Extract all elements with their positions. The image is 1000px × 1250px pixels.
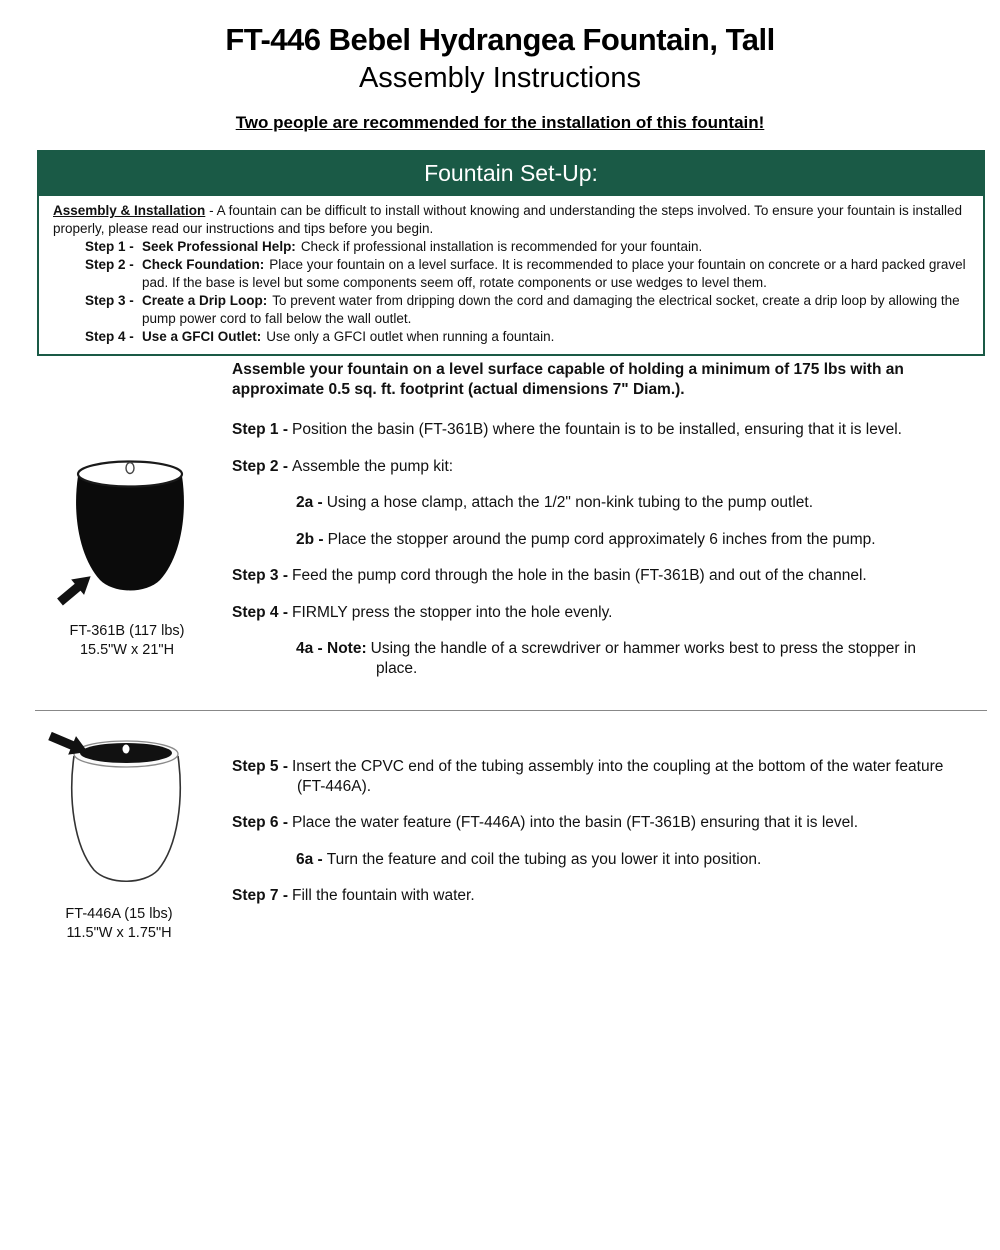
step-text: FIRMLY press the stopper into the hole evenly.	[291, 603, 613, 621]
assembly-step-1	[232, 420, 947, 440]
step-text: Using a hose clamp, attach the 1/2" non-kink tubing to the pump outlet.	[326, 494, 814, 511]
step-text: Assemble the pump kit:	[291, 457, 454, 475]
assembly-step-7	[232, 886, 947, 906]
step-label: 2b -	[296, 530, 324, 548]
step-label: Step 6 -	[232, 814, 288, 831]
setup-step-keyphrase: Use a GFCI Outlet:	[142, 329, 262, 344]
setup-step-label: Step 1 -	[85, 239, 134, 254]
setup-step-text	[142, 256, 969, 292]
step-label: Step 5 -	[232, 758, 288, 775]
step-label: Step 2 -	[232, 457, 288, 475]
figure-basin	[42, 450, 212, 660]
assembly-instructions-block-2	[232, 757, 947, 923]
assembly-intro-line1: Assemble your fountain on a level surface capable of holding a minimum of 175 lbs with an	[232, 361, 904, 378]
water-feature-illustration	[34, 728, 204, 898]
setup-step-1	[53, 238, 969, 256]
setup-step-4	[53, 328, 969, 346]
assembly-step-2a	[296, 493, 947, 513]
setup-step-body: Use only a GFCI outlet when running a fountain.	[266, 329, 555, 344]
fountain-setup-section	[37, 150, 985, 356]
setup-step-text	[142, 292, 969, 328]
assembly-step-2	[232, 457, 947, 477]
step-text: Fill the fountain with water.	[291, 887, 475, 904]
figure-caption-line1: FT-361B (117 lbs)	[69, 623, 185, 639]
setup-step-body: To prevent water from dripping down the cord and damaging the electrical socket, create a drip loop by allowing the pump power cord to fall below the wall outlet.	[142, 293, 960, 326]
step-text: Place the water feature (FT-446A) into the basin (FT-361B) ensuring that it is level.	[291, 814, 859, 831]
setup-step-text	[142, 328, 969, 346]
assembly-intro	[232, 360, 947, 399]
setup-intro-label: Assembly & Installation	[53, 203, 206, 218]
assembly-step-2b	[296, 530, 947, 550]
arrow-icon	[54, 569, 97, 610]
feature-body	[72, 756, 180, 881]
assembly-step-4a-note	[296, 639, 947, 678]
step-text: Place the stopper around the pump cord approximately 6 inches from the pump.	[327, 530, 876, 548]
basin-body	[76, 476, 184, 591]
step-text: Insert the CPVC end of the tubing assembly into the coupling at the bottom of the water feature (FT-446A).	[291, 758, 944, 795]
setup-step-2	[53, 256, 969, 292]
step-label: Step 3 -	[232, 567, 288, 584]
figure-caption-line1: FT-446A (15 lbs)	[65, 906, 173, 922]
feature-hole	[123, 745, 130, 754]
setup-step-keyphrase: Create a Drip Loop:	[142, 293, 268, 308]
two-people-notice: Two people are recommended for the installation of this fountain!	[235, 113, 765, 132]
step-text: Turn the feature and coil the tubing as you lower it into position.	[326, 850, 762, 868]
setup-step-body: Place your fountain on a level surface. It is recommended to place your fountain on concrete or a hard packed gravel pad. If the base is level but some components seem off, rotate components or use wedges to level them.	[142, 257, 966, 290]
step-label: Step 1 -	[232, 421, 288, 438]
document-header	[0, 22, 1000, 95]
assembly-step-3	[232, 566, 947, 586]
figure-caption	[34, 905, 204, 943]
figure-water-feature	[34, 728, 204, 943]
setup-step-3	[53, 292, 969, 328]
setup-step-keyphrase: Seek Professional Help:	[142, 239, 296, 254]
page-subtitle: Assembly Instructions	[358, 62, 642, 94]
step-label: 2a -	[296, 494, 323, 511]
setup-box-body	[37, 196, 985, 356]
figure-caption-line2: 15.5"W x 21"H	[79, 642, 175, 658]
setup-step-keyphrase: Check Foundation:	[142, 257, 265, 272]
setup-intro-text: - A fountain can be difficult to install without knowing and understanding the steps involved. To ensure your fountain is installed properly, please read our instructions and tips before you begin.	[53, 203, 963, 236]
assembly-step-6a	[296, 850, 947, 870]
setup-intro	[53, 202, 969, 238]
basin-illustration	[42, 450, 212, 615]
setup-step-label: Step 3 -	[85, 293, 134, 308]
step-text: Using the handle of a screwdriver or hammer works best to press the stopper in place.	[370, 640, 916, 677]
assembly-step-5	[232, 757, 947, 796]
step-text: Feed the pump cord through the hole in the basin (FT-361B) and out of the channel.	[291, 567, 867, 584]
step-text: Position the basin (FT-361B) where the fountain is to be installed, ensuring that it is level.	[291, 421, 902, 438]
setup-step-text	[142, 238, 969, 256]
step-label: Step 7 -	[232, 887, 288, 904]
setup-step-label: Step 2 -	[85, 257, 134, 272]
figure-caption	[42, 622, 212, 660]
step-label: Step 4 -	[232, 603, 288, 621]
assembly-instructions-block-1	[232, 360, 947, 695]
assembly-step-6	[232, 813, 947, 833]
figure-caption-line2: 11.5"W x 1.75"H	[66, 925, 172, 941]
step-label: 4a - Note:	[296, 640, 367, 657]
setup-step-label: Step 4 -	[85, 329, 134, 344]
section-divider	[35, 710, 987, 711]
setup-banner: Fountain Set-Up:	[37, 150, 985, 196]
setup-step-body: Check if professional installation is recommended for your fountain.	[300, 239, 703, 254]
assembly-step-4	[232, 603, 947, 623]
step-label: 6a -	[296, 850, 323, 868]
basin-hole	[126, 463, 134, 474]
assembly-intro-line2: approximate 0.5 sq. ft. footprint (actual dimensions 7" Diam.).	[232, 380, 685, 398]
page-title: FT-446 Bebel Hydrangea Fountain, Tall	[225, 22, 775, 57]
